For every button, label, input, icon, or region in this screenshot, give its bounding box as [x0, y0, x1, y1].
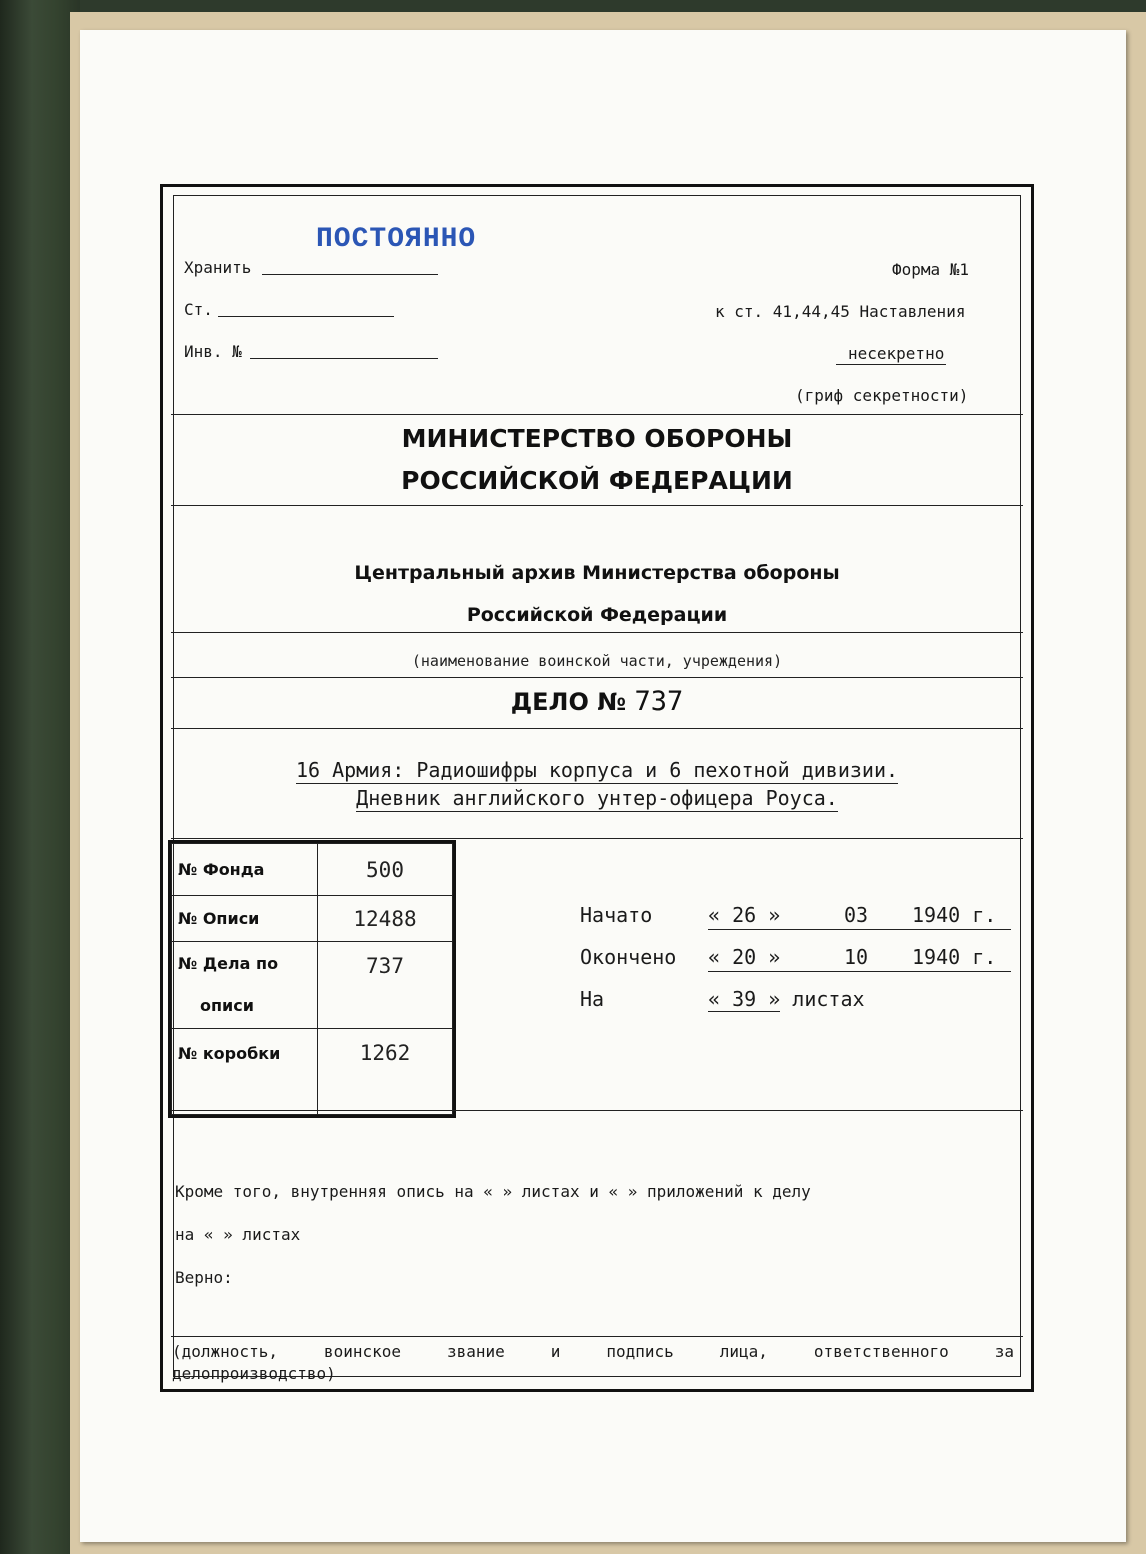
started-day: « 26 »	[708, 903, 781, 927]
divider-case-top	[171, 677, 1023, 678]
archive-id-box	[168, 840, 456, 1118]
keep-label: Хранить	[184, 258, 252, 277]
started-year: 1940 г.	[912, 903, 997, 927]
signature-caption-line2: делопроизводство)	[172, 1364, 336, 1383]
sheets-word: листах	[792, 987, 865, 1011]
ministry-title-line1: МИНИСТЕРСТВО ОБОРОНЫ	[401, 424, 793, 453]
ended-year: 1940 г.	[912, 945, 997, 969]
case-number: 737	[634, 686, 684, 717]
instruction-reference: к ст. 41,44,45 Наставления	[715, 302, 966, 321]
inventory-underline	[250, 358, 438, 359]
divider-ids-top	[171, 838, 1023, 839]
id-row-opis	[172, 896, 453, 942]
id-value: 737	[318, 942, 453, 1029]
signature-caption-line1: (должность, воинское звание и подпись лица, ответственного за	[172, 1342, 1014, 1361]
id-label: № коробки	[172, 1029, 318, 1115]
ended-day: « 20 »	[708, 945, 781, 969]
id-label: № Дела по	[178, 954, 279, 973]
divider-signature	[171, 1336, 1023, 1337]
started-date-row	[708, 903, 1011, 930]
binder-spine	[0, 0, 80, 1554]
sheets-label: На	[580, 987, 605, 1011]
case-subject-line2-text: Дневник английского унтер-офицера Роуса.	[356, 786, 838, 810]
footer-sheets-line: на « » листах	[175, 1225, 301, 1244]
sheets-row	[708, 987, 865, 1012]
institution-line1: Центральный архив Министерства обороны	[354, 562, 840, 584]
id-row-fond	[172, 844, 453, 896]
inventory-label: Инв. №	[184, 342, 242, 361]
id-row-delo	[172, 942, 453, 1029]
secrecy-value: несекретно	[836, 344, 946, 365]
permanent-stamp: ПОСТОЯННО	[316, 224, 477, 255]
id-row-box	[172, 1029, 453, 1115]
divider-institution	[171, 632, 1023, 633]
article-underline	[218, 316, 394, 317]
archive-id-table	[171, 843, 453, 1115]
id-label-multiline	[172, 942, 318, 1029]
article-label: Ст.	[184, 300, 213, 319]
divider-case-bottom	[171, 728, 1023, 729]
institution-caption: (наименование воинской части, учреждения)	[411, 652, 783, 670]
divider-ministry-bottom	[171, 505, 1023, 506]
id-value: 500	[318, 844, 453, 896]
divider-ministry-top	[171, 414, 1023, 415]
ended-label: Окончено	[580, 945, 677, 969]
id-value: 1262	[318, 1029, 453, 1115]
form-label: Форма №1	[892, 260, 970, 279]
divider-footer-top	[171, 1110, 1023, 1111]
ended-date-row	[708, 945, 1011, 972]
case-subject-line1	[160, 758, 1034, 782]
verified-label: Верно:	[175, 1268, 233, 1287]
id-value: 12488	[318, 896, 453, 942]
keep-underline	[262, 274, 438, 275]
institution-line2: Российской Федерации	[466, 604, 728, 626]
case-subject-line1-text: 16 Армия: Радиошифры корпуса и 6 пехотной дивизии.	[295, 758, 899, 782]
secrecy-caption: (гриф секретности)	[795, 386, 969, 405]
id-label-cont: описи	[200, 996, 254, 1015]
started-label: Начато	[580, 903, 653, 927]
sheets-count: « 39 »	[708, 987, 781, 1011]
ministry-title-line2: РОССИЙСКОЙ ФЕДЕРАЦИИ	[401, 466, 793, 495]
id-label: № Фонда	[172, 844, 318, 896]
id-label: № Описи	[172, 896, 318, 942]
ended-month: 10	[844, 945, 869, 969]
case-subject-line2	[160, 786, 1034, 810]
case-title	[160, 686, 1034, 717]
started-month: 03	[844, 903, 869, 927]
case-title-label: ДЕЛО №	[510, 688, 627, 716]
inventory-line: Кроме того, внутренняя опись на « » листах и « » приложений к делу	[175, 1182, 811, 1201]
